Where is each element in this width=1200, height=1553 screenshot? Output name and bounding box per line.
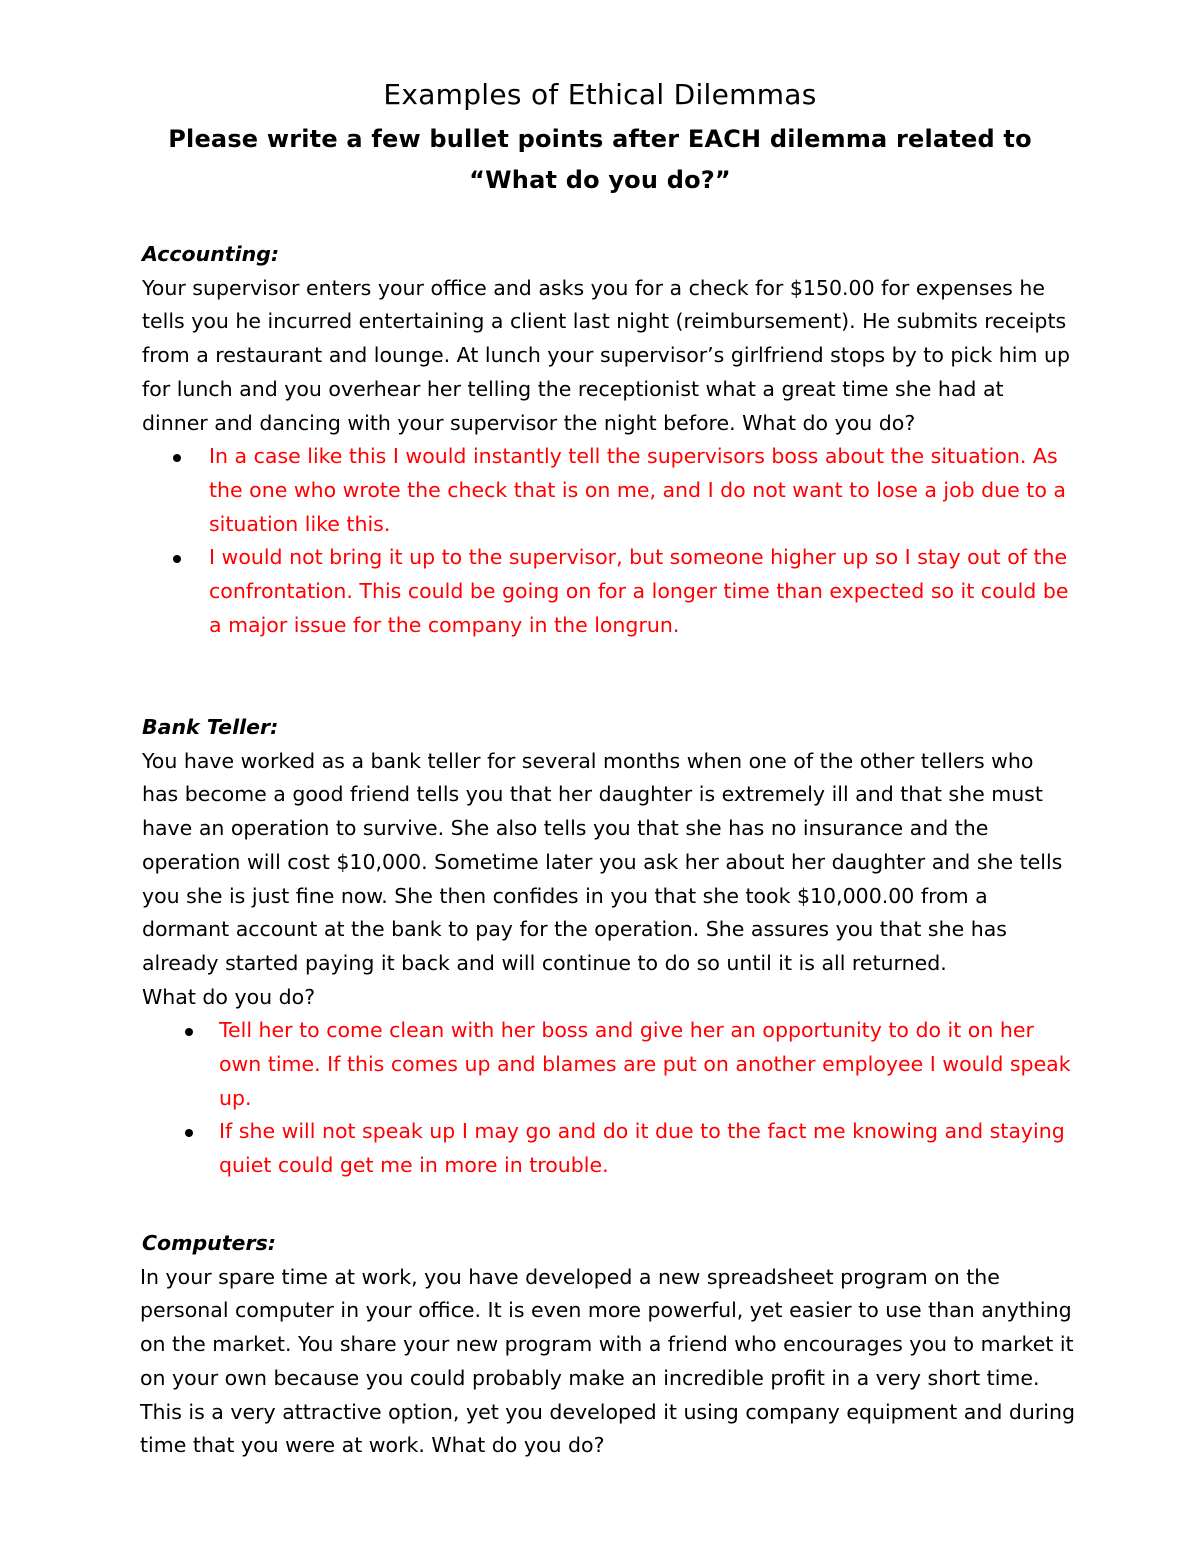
section-bank-teller	[142, 711, 1072, 1183]
section-heading: Computers:	[142, 1231, 276, 1255]
instructions-line-1: Please write a few bullet points after EACH dilemma related to	[168, 125, 1032, 153]
instructions-line-2: “What do you do?”	[469, 166, 731, 194]
section-accounting	[142, 238, 1072, 642]
answer-item	[142, 1014, 1072, 1115]
answer-item	[142, 440, 1072, 541]
answer-item	[142, 541, 1072, 642]
section-computers	[142, 1227, 1082, 1463]
answer-text: If she will not speak up I may go and do it due to the fact me knowing and staying quiet could get me in more in trouble.	[219, 1119, 1065, 1178]
dilemma-text: Your supervisor enters your office and asks you for a check for $150.00 for expenses he tells you he incurred entertaining a client last night (reimbursement). He submits receipts from a restaurant and lounge. At lunch your supervisor’s girlfriend stops by to pick him up for lunch and you overhear her telling the receptionist what a great time she had at dinner and dancing with your supervisor the night before. What do you do?	[142, 275, 1070, 435]
answer-list	[142, 440, 1072, 642]
answer-list	[142, 1014, 1072, 1183]
dilemma-question: What do you do?	[142, 984, 316, 1009]
bullet-icon	[185, 1028, 193, 1036]
answer-text: I would not bring it up to the supervisor, but someone higher up so I stay out of the confrontation. This could be going on for a longer time than expected so it could be a major issue for the company in the longrun.	[209, 545, 1069, 637]
answer-text: Tell her to come clean with her boss and give her an opportunity to do it on her own time. If this comes up and blames are put on another employee I would speak up.	[219, 1018, 1071, 1110]
dilemma-text: In your spare time at work, you have developed a new spreadsheet program on the personal computer in your office. It is even more powerful, yet easier to use than anything on the market. You share your new program with a friend who encourages you to market it on your own because you could probably make an incredible profit in a very short time. This is a very attractive option, yet you developed it using company equipment and during time that you were at work. What do you do?	[140, 1264, 1076, 1458]
bullet-icon	[173, 454, 181, 462]
answer-text: In a case like this I would instantly tell the supervisors boss about the situation. As the one who wrote the check that is on me, and I do not want to lose a job due to a situation like this.	[209, 444, 1066, 536]
bullet-icon	[173, 555, 181, 563]
dilemma-text: You have worked as a bank teller for several months when one of the other tellers who has become a good friend tells you that her daughter is extremely ill and that she must have an operation to survive. She also tells you that she has no insurance and the operation will cost $10,000. Sometime later you ask her about her daughter and she tells you she is just fine now. She then confides in you that she took $10,000.00 from a dormant account at the bank to pay for the operation. She assures you that she has already started paying it back and will continue to do so until it is all returned.	[142, 748, 1063, 975]
answer-item	[142, 1115, 1072, 1182]
section-heading: Accounting:	[142, 242, 280, 266]
section-heading: Bank Teller:	[142, 715, 279, 739]
bullet-icon	[185, 1129, 193, 1137]
document-title: Examples of Ethical Dilemmas	[383, 78, 817, 111]
